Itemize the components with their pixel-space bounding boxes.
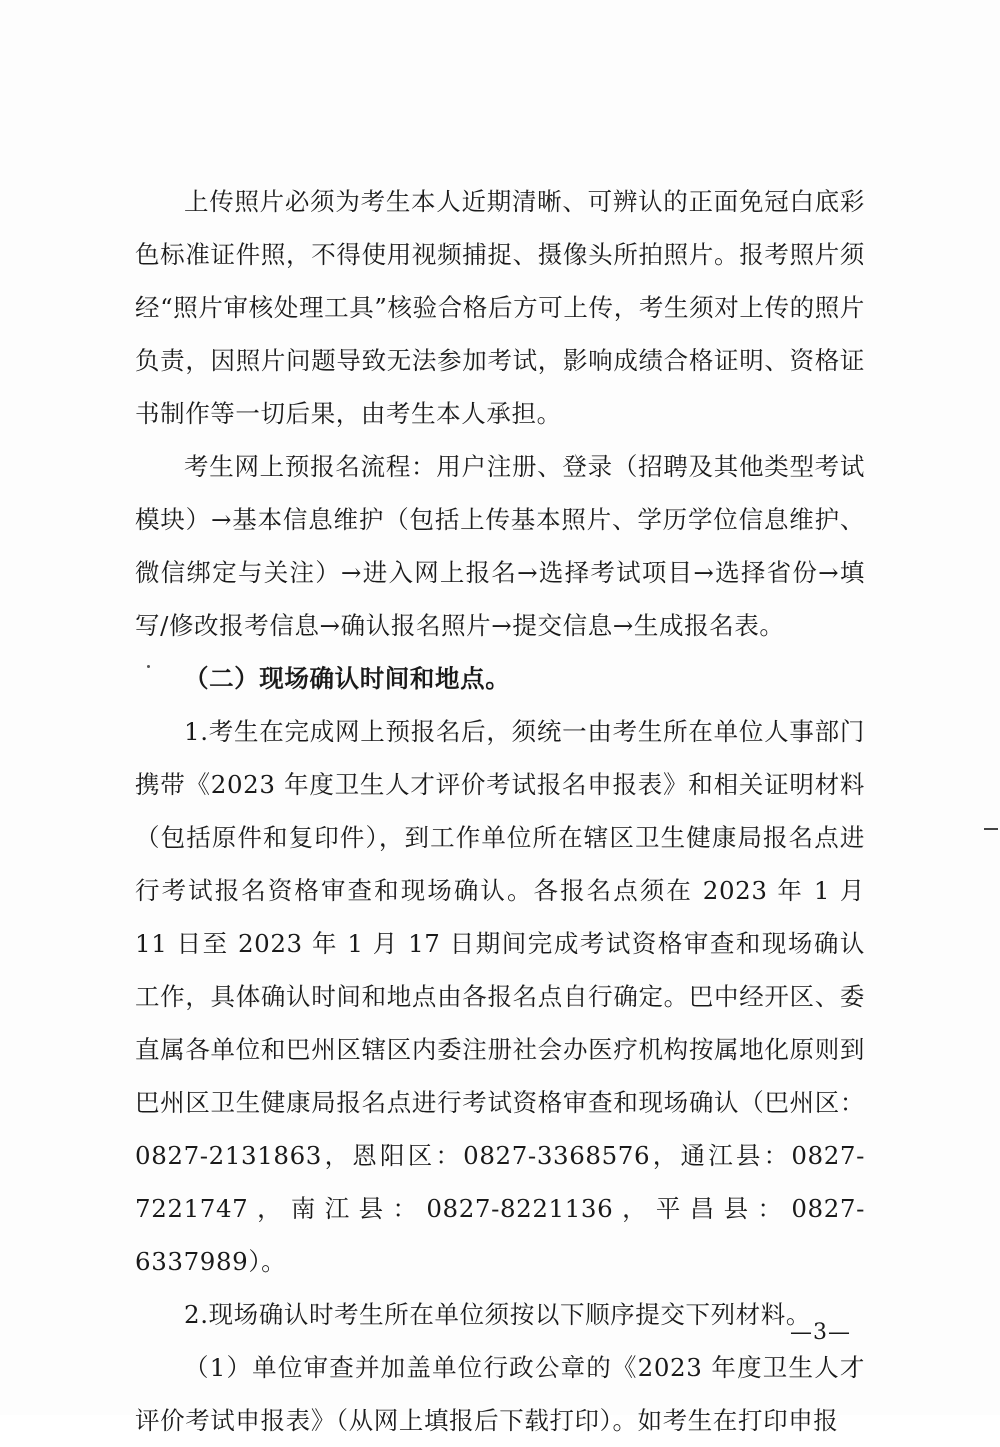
paragraph-materials-intro: 2.现场确认时考生所在单位须按以下顺序提交下列材料。 <box>184 1300 811 1329</box>
scan-mark-dot <box>147 665 150 668</box>
scan-mark-dash <box>984 828 998 830</box>
page-number: —3— <box>790 1320 851 1345</box>
paragraph-onsite-confirmation-details: 1.考生在完成网上预报名后，须统一由考生所在单位人事部门携带《2023 年度卫生人才评价考试报名申报表》和相关证明材料（包括原件和复印件），到工作单位所在辖区卫生健康局报名点进行考试报名资格审查和现场确认。各报名点须在 2023 年 1 月 11 日至 2023 年 1 月 17 日期间完成考试资格审查和现场确认工作，具体确认时间和地点由各报名点自行确定。巴中经开区、委直属各单位和巴州区辖区内委注册社会办医疗机构按属地化原则到巴州区卫生健康局报名点进行考试资格审查和现场确认（巴州区：0827-2131863，恩阳区：0827-3368576，通江县：0827-7221747，南江县：0827-8221136，平昌县：0827-6337989）。 <box>135 717 865 1276</box>
section-heading-onsite-confirmation: （二）现场确认时间和地点。 <box>184 664 511 693</box>
document-body <box>135 175 865 1447</box>
paragraph-material-item-1: （1）单位审查并加盖单位行政公章的《2023 年度卫生人才评价考试申报表》（从网上填报后下载打印）。如考生在打印申报 <box>135 1353 865 1435</box>
paragraph-photo-requirements: 上传照片必须为考生本人近期清晰、可辨认的正面免冠白底彩色标准证件照，不得使用视频捕捉、摄像头所拍照片。报考照片须经“照片审核处理工具”核验合格后方可上传，考生须对上传的照片负责，因照片问题导致无法参加考试，影响成绩合格证明、资格证书制作等一切后果，由考生本人承担。 <box>135 187 865 428</box>
paragraph-online-registration-flow: 考生网上预报名流程：用户注册、登录（招聘及其他类型考试模块）→基本信息维护（包括上传基本照片、学历学位信息维护、微信绑定与关注）→进入网上报名→选择考试项目→选择省份→填写/修改报考信息→确认报名照片→提交信息→生成报名表。 <box>135 452 865 640</box>
